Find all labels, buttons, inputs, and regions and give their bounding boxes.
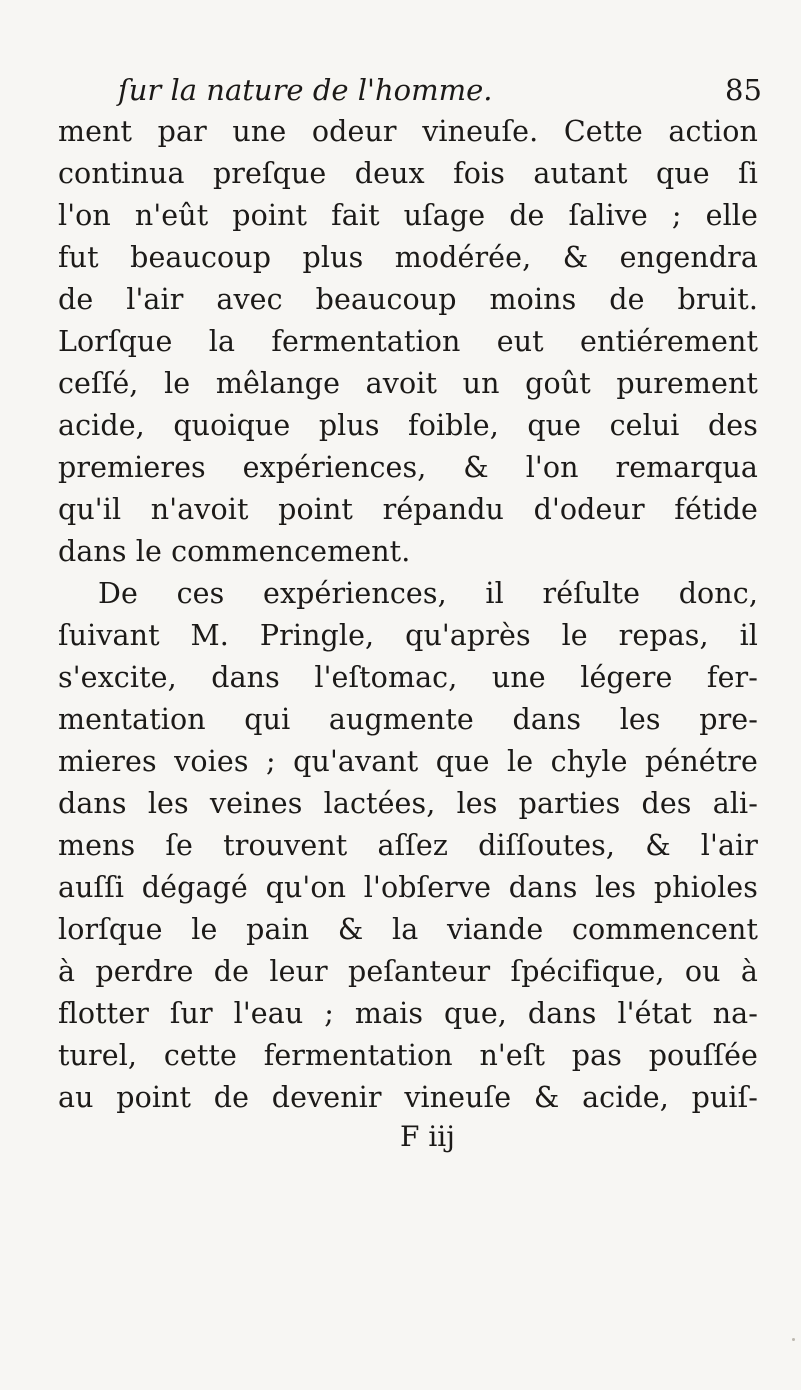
text-line: au point de devenir vineuſe & acide, puiſ-	[58, 1081, 758, 1114]
text-line: dans les veines lactées, les parties des ali-	[58, 787, 758, 820]
text-line: à perdre de leur peſanteur ſpécifique, ou à	[58, 955, 758, 988]
text-line: dans le commencement.	[58, 535, 411, 568]
text-line: mens ſe trouvent aſſez diſſoutes, & l'air	[58, 829, 758, 862]
text-line: ſuivant M. Pringle, qu'après le repas, il	[58, 619, 758, 652]
running-title: ſur la nature de l'homme.	[118, 73, 493, 107]
page-number: 85	[725, 73, 762, 107]
text-line: turel, cette fermentation n'eſt pas pouſſée	[58, 1039, 758, 1072]
text-line: flotter ſur l'eau ; mais que, dans l'état na-	[58, 997, 758, 1030]
text-line: ceſſé, le mêlange avoit un goût purement	[58, 367, 758, 400]
text-line: s'excite, dans l'eſtomac, une légere fer-	[58, 661, 758, 694]
text-line: mentation qui augmente dans les pre-	[58, 703, 758, 736]
paper-speck	[792, 1338, 795, 1341]
text-line: Lorſque la fermentation eut entiérement	[58, 325, 758, 358]
text-line: ment par une odeur vineuſe. Cette action	[58, 115, 758, 148]
text-line: mieres voies ; qu'avant que le chyle pénétre	[58, 745, 758, 778]
running-head	[0, 70, 801, 110]
signature-mark: F iij	[400, 1120, 455, 1153]
text-line: premieres expériences, & l'on remarqua	[58, 451, 758, 484]
text-line: qu'il n'avoit point répandu d'odeur fétide	[58, 493, 758, 526]
text-line: auſſi dégagé qu'on l'obſerve dans les phioles	[58, 871, 758, 904]
text-line: l'on n'eût point fait uſage de ſalive ; elle	[58, 199, 758, 232]
text-line: de l'air avec beaucoup moins de bruit.	[58, 283, 758, 316]
paragraph-start: De ces expériences, il réſulte donc,	[98, 577, 758, 610]
body-text	[58, 111, 758, 1119]
text-line: acide, quoique plus foible, que celui des	[58, 409, 758, 442]
text-line: fut beaucoup plus modérée, & engendra	[58, 241, 758, 274]
text-line: lorſque le pain & la viande commencent	[58, 913, 758, 946]
text-line: continua preſque deux fois autant que ſi	[58, 157, 758, 190]
